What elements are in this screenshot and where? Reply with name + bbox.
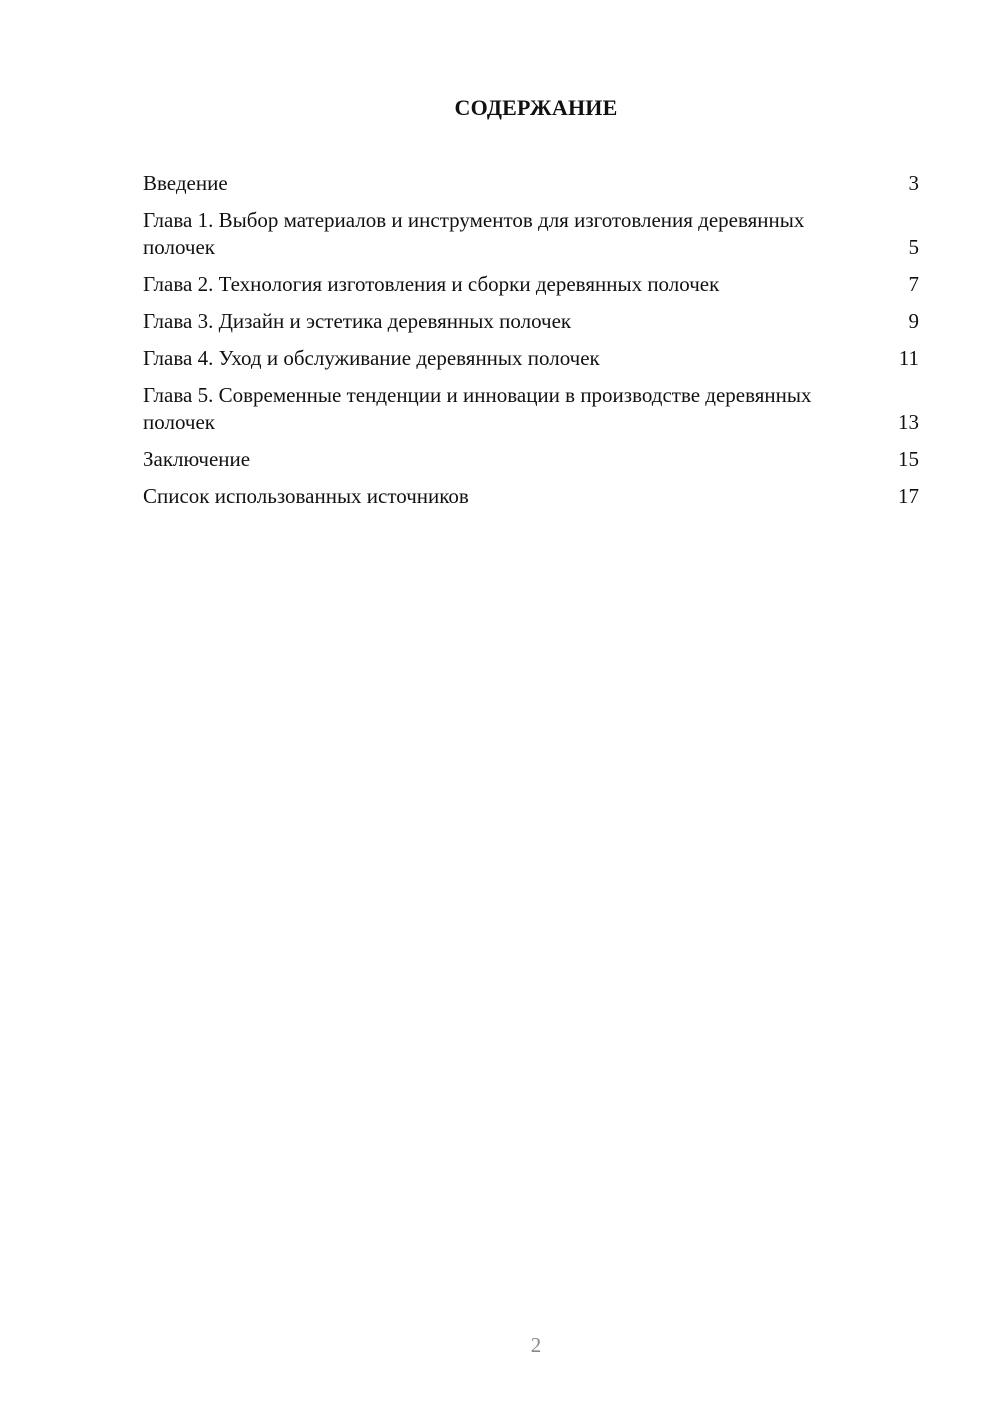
toc-entry-page: 13 (898, 410, 919, 434)
toc-entry-chapter-3 (143, 308, 919, 335)
toc-entry-references (143, 483, 919, 510)
toc-entry-conclusion (143, 446, 919, 473)
toc-entry-page: 11 (898, 346, 919, 370)
toc-entry-text: Глава 3. Дизайн и эстетика деревянных полочек (143, 309, 572, 333)
toc-entry-introduction (143, 170, 919, 197)
toc-entry-page: 17 (898, 484, 919, 508)
toc-entry-page: 5 (908, 235, 919, 259)
page-number: 2 (530, 1333, 542, 1357)
toc-entry-text: Введение (143, 171, 228, 195)
toc-entry-text: Заключение (143, 447, 251, 471)
toc-entry-text: Глава 4. Уход и обслуживание деревянных полочек (143, 346, 600, 370)
toc-entry-chapter-2 (143, 271, 919, 298)
toc-entry-text: Глава 5. Современные тенденции и инновации в производстве деревянных полочек (143, 383, 812, 434)
toc-entry-page: 3 (908, 171, 919, 195)
toc-entry-page: 7 (908, 272, 919, 296)
toc-entry-text: Глава 2. Технология изготовления и сборки деревянных полочек (143, 272, 720, 296)
table-of-contents (143, 170, 919, 520)
toc-entry-page: 15 (898, 447, 919, 471)
toc-entry-page: 9 (908, 309, 919, 333)
toc-entry-chapter-4 (143, 345, 919, 372)
toc-entry-chapter-5 (143, 382, 919, 436)
toc-entry-chapter-1 (143, 207, 919, 261)
toc-entry-text: Список использованных источников (143, 484, 469, 508)
page-title: СОДЕРЖАНИЕ (454, 95, 618, 120)
toc-entry-text: Глава 1. Выбор материалов и инструментов для изготовления деревянных полочек (143, 208, 805, 259)
